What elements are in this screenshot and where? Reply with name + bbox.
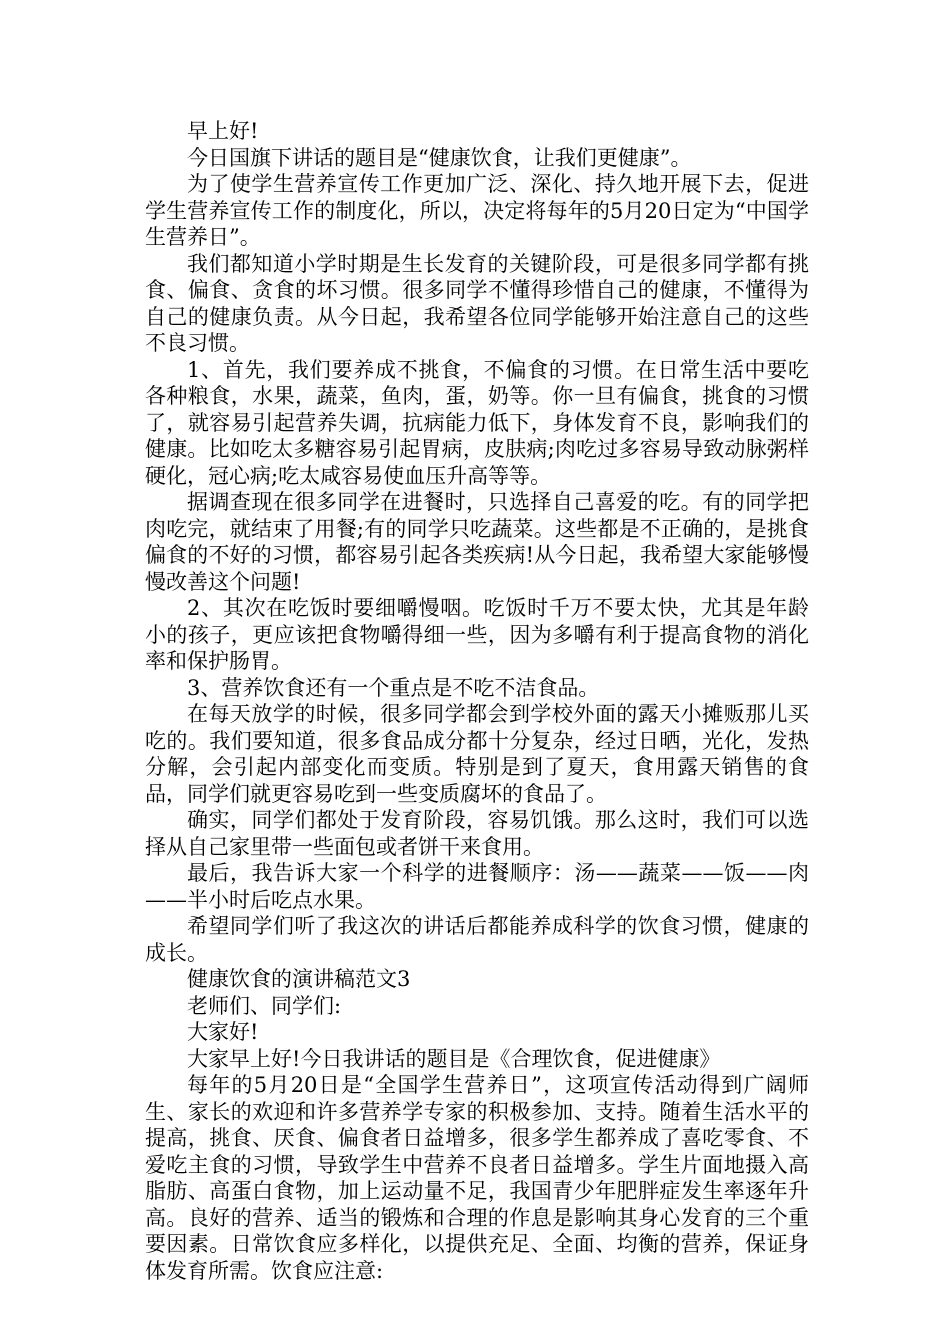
paragraph-topic: 今日国旗下讲话的题目是“健康饮食，让我们更健康”。 <box>187 145 692 170</box>
paragraph-point-1: 1、首先，我们要养成不挑食，不偏食的习惯。在日常生活中要吃各种粮食，水果，蔬菜，鱼肉，蛋，奶等。你一旦有偏食，挑食的习惯了，就容易引起营养失调，抗病能力低下，身体发育不良，影响我们的健康。比如吃太多糖容易引起胃病，皮肤病;肉吃过多容易导致动脉粥样硬化，冠心病;吃太咸容易使血压升高等等。 <box>145 357 809 488</box>
paragraph-greeting: 早上好! <box>187 119 259 143</box>
paragraph-salutation: 老师们、同学们: <box>187 993 342 1018</box>
speech-text-body <box>145 118 809 1284</box>
paragraph-survey: 据调查现在很多同学在进餐时，只选择自己喜爱的吃。有的同学把肉吃完，就结束了用餐;有的同学只吃蔬菜。这些都是不正确的，是挑食偏食的不好的习惯，都容易引起各类疾病!从今日起，我希望大家能够慢慢改善这个问题! <box>145 490 809 594</box>
paragraph-point-3: 3、营养饮食还有一个重点是不吃不洁食品。 <box>187 675 600 700</box>
paragraph-bad-habits: 我们都知道小学时期是生长发育的关键阶段，可是很多同学都有挑食、偏食、贪食的坏习惯。很多同学不懂得珍惜自己的健康，不懂得为自己的健康负责。从今日起，我希望各位同学能够开始注意自己的这些不良习惯。 <box>145 251 809 355</box>
paragraph-nutrition-day: 为了使学生营养宣传工作更加广泛、深化、持久地开展下去，促进学生营养宣传工作的制度化，所以，决定将每年的5月20日定为“中国学生营养日”。 <box>145 172 809 249</box>
paragraph-closing: 希望同学们听了我这次的讲话后都能养成科学的饮食习惯，健康的成长。 <box>145 914 809 965</box>
paragraph-meal-order: 最后，我告诉大家一个科学的进餐顺序：汤——蔬菜——饭——肉——半小时后吃点水果。 <box>145 861 809 912</box>
paragraph-point-2: 2、其次在吃饭时要细嚼慢咽。吃饭时千万不要太快，尤其是年龄小的孩子，更应该把食物嚼得细一些，因为多嚼有利于提高食物的消化率和保护肠胃。 <box>145 596 809 673</box>
paragraph-street-food: 在每天放学的时候，很多同学都会到学校外面的露天小摊贩那儿买吃的。我们要知道，很多食品成分都十分复杂，经过日晒，光化，发热分解，会引起内部变化而变质。特别是到了夏天，食用露天销售的食品，同学们就更容易吃到一些变质腐坏的食品了。 <box>145 702 809 806</box>
paragraph-hello: 大家好! <box>187 1020 259 1044</box>
paragraph-student-nutrition: 每年的5月20日是“全国学生营养日”，这项宣传活动得到广阔师生、家长的欢迎和许多营养学专家的积极参加、支持。随着生活水平的提高，挑食、厌食、偏食者日益增多，很多学生都养成了喜吃零食、不爱吃主食的习惯，导致学生中营养不良者日益增多。学生片面地摄入高脂肪、高蛋白食物，加上运动量不足，我国青少年肥胖症发生率逐年升高。良好的营养、适当的锻炼和合理的作息是影响其身心发育的三个重要因素。日常饮食应多样化，以提供充足、全面、均衡的营养，保证身体发育所需。饮食应注意: <box>145 1073 809 1283</box>
paragraph-speech-topic: 大家早上好!今日我讲话的题目是《合理饮食，促进健康》 <box>187 1046 721 1071</box>
paragraph-snacks: 确实，同学们都处于发育阶段，容易饥饿。那么这时，我们可以选择从自己家里带一些面包或者饼干来食用。 <box>145 808 809 859</box>
paragraph-sample-title: 健康饮食的演讲稿范文3 <box>187 967 411 991</box>
